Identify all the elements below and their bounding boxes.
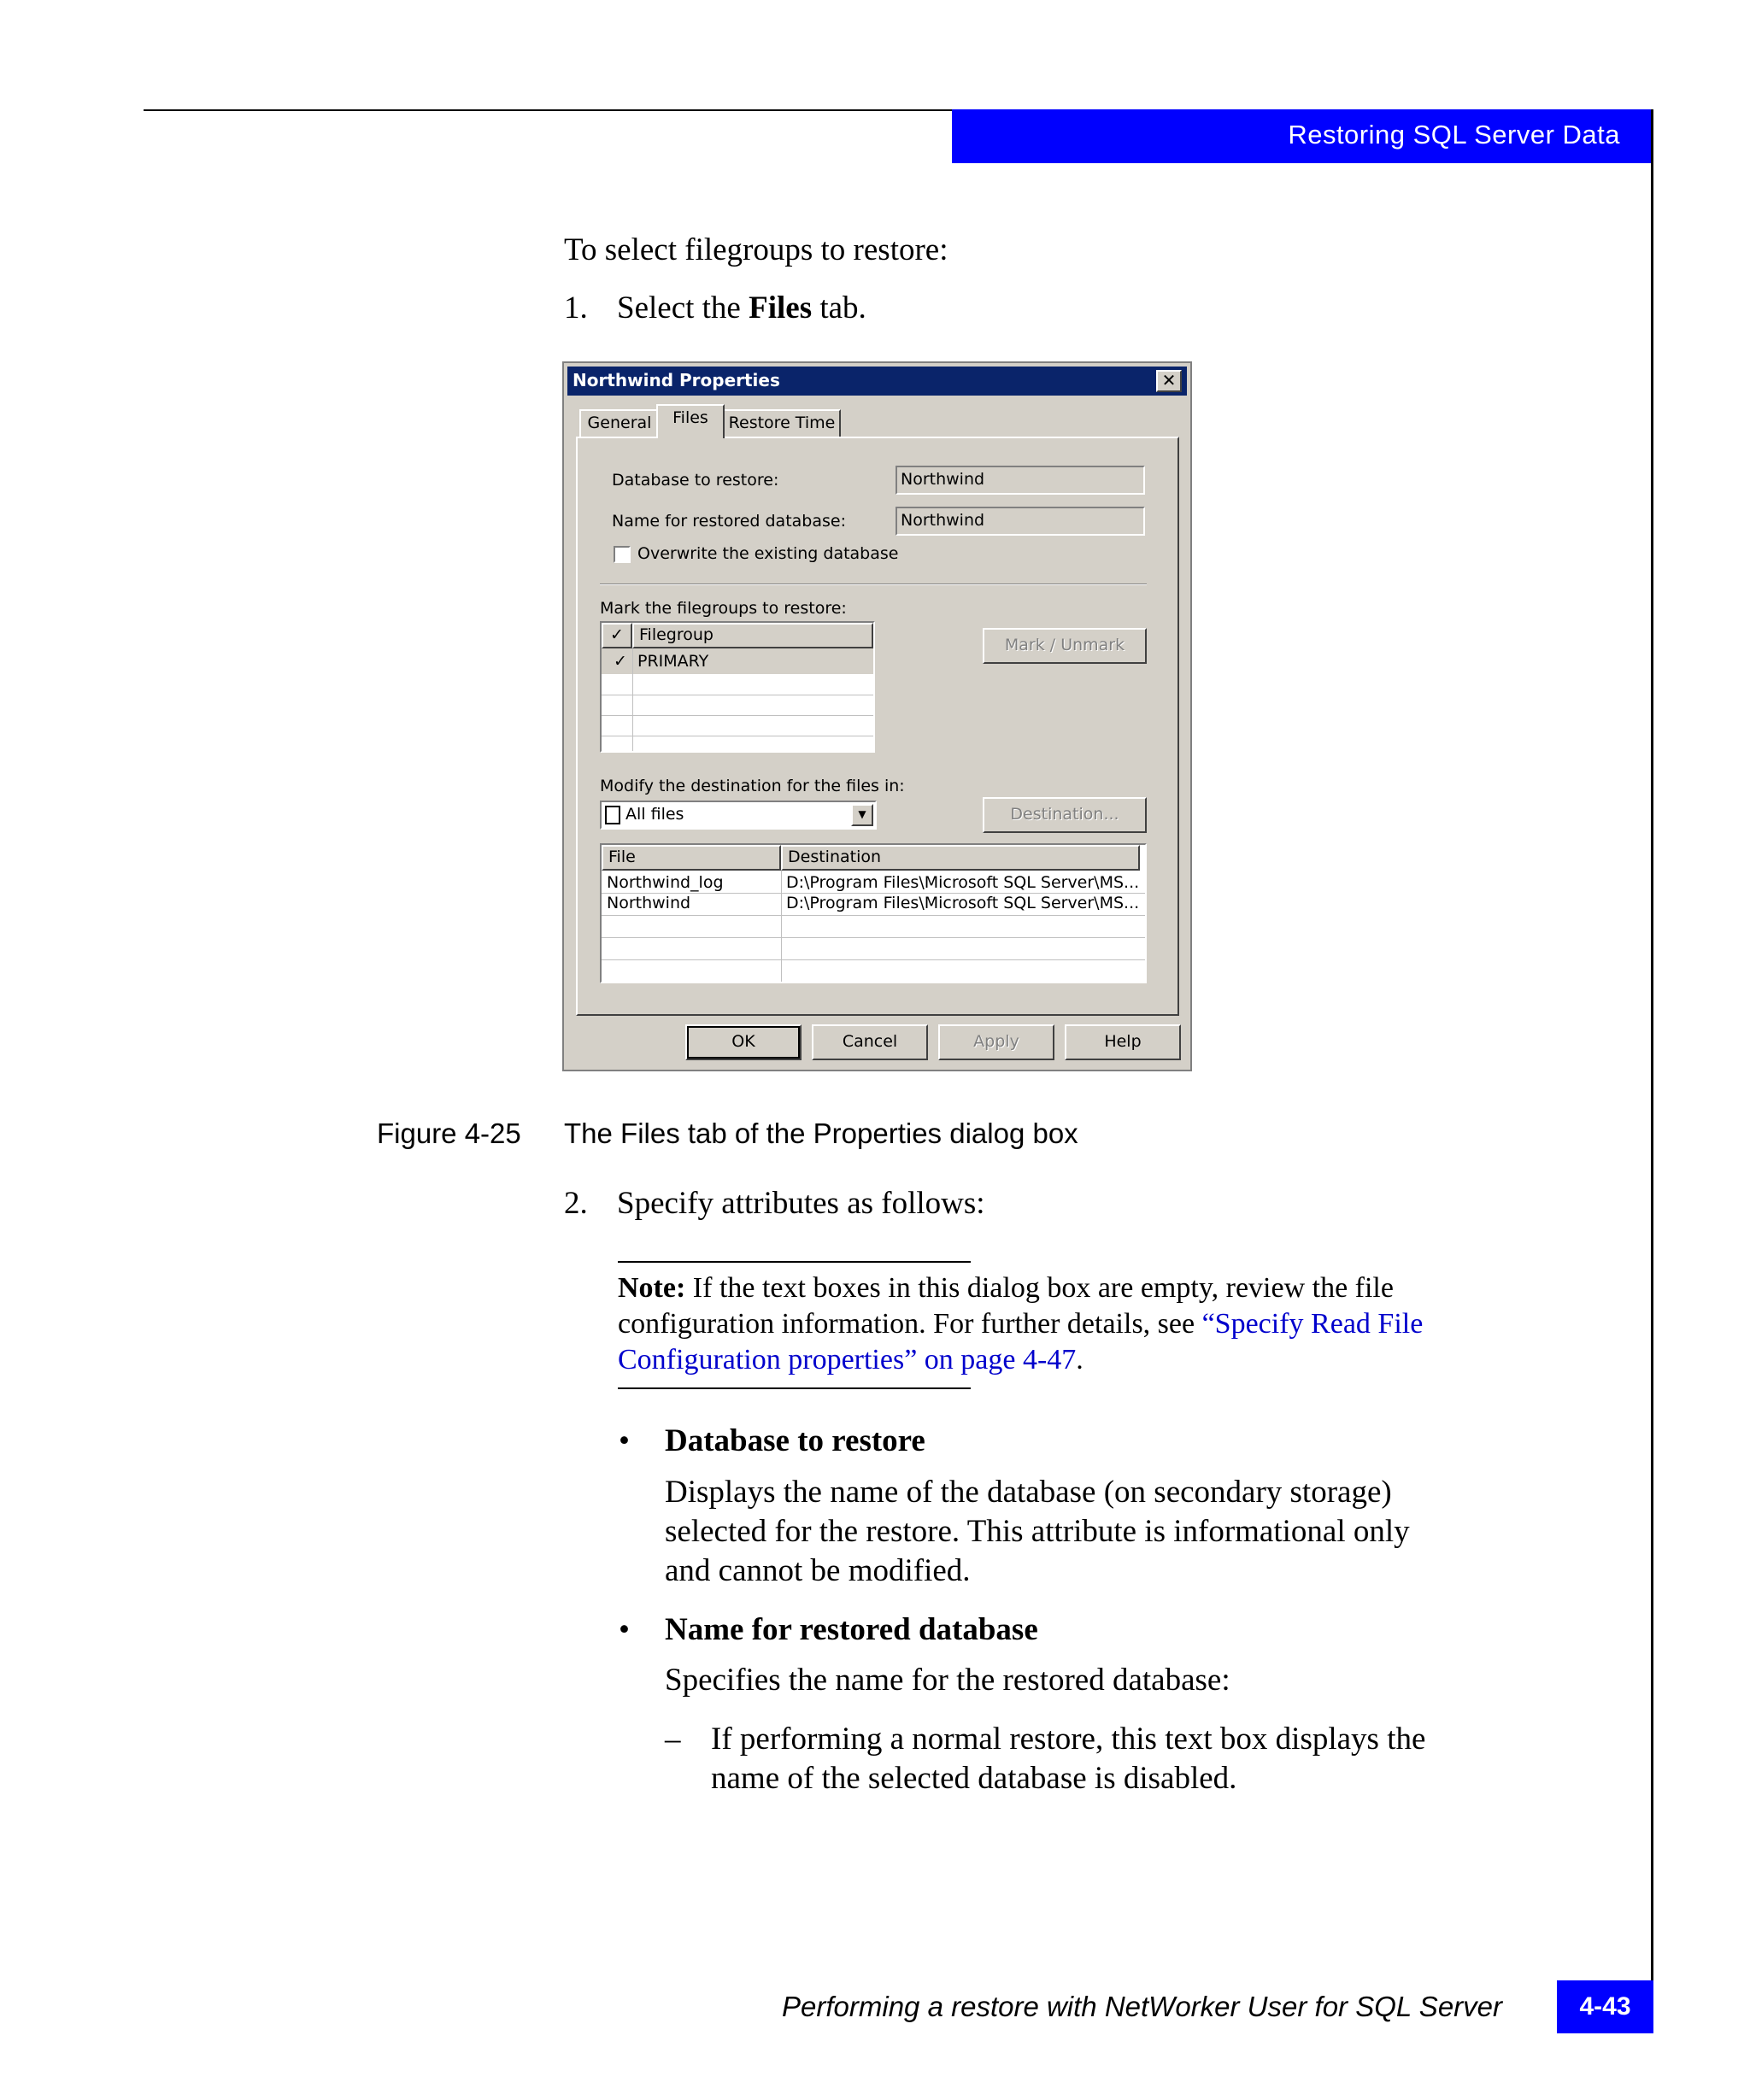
note-line-3: Configuration properties” on page 4-47. <box>618 1344 1083 1376</box>
ok-button[interactable]: OK <box>685 1024 802 1060</box>
running-footer: Performing a restore with NetWorker User for SQL Server <box>782 1991 1502 2022</box>
properties-dialog <box>562 361 1192 1071</box>
running-header: Restoring SQL Server Data <box>1288 120 1620 150</box>
note-link[interactable]: “Specify Read File <box>1201 1308 1424 1340</box>
bullet-icon: • <box>619 1423 630 1458</box>
restored-name-label: Name for restored database: <box>612 512 846 531</box>
tab-restore-time[interactable]: Restore Time <box>723 409 841 438</box>
dropdown-arrow-icon[interactable]: ▼ <box>851 804 873 826</box>
grid-line <box>781 871 782 983</box>
bullet-1-line-3: and cannot be modified. <box>665 1553 971 1588</box>
filegroup-header[interactable]: Filegroup <box>632 623 873 648</box>
grid-line <box>602 937 1145 938</box>
file-destination: D:\Program Files\Microsoft SQL Server\MS... <box>786 894 1140 912</box>
grid-line <box>602 893 1145 894</box>
overwrite-label: Overwrite the existing database <box>637 544 899 563</box>
file-column-header[interactable]: File <box>602 845 781 871</box>
files-grid <box>600 843 1147 983</box>
filegroup-row-primary[interactable] <box>602 648 873 674</box>
grid-line <box>602 959 1145 960</box>
tab-files[interactable]: Files <box>656 404 725 438</box>
dialog-titlebar <box>567 367 1187 396</box>
dash-marker: – <box>665 1722 681 1757</box>
separator <box>600 584 1147 585</box>
files-select-value: All files <box>625 805 684 824</box>
note-line-1: Note: If the text boxes in this dialog box are empty, review the file <box>618 1272 1394 1304</box>
destination-button[interactable]: Destination... <box>983 797 1147 833</box>
database-to-restore-label: Database to restore: <box>612 471 779 490</box>
note-line-2: configuration information. For further details, see “Specify Read File <box>618 1308 1424 1340</box>
filegroup-name: PRIMARY <box>637 652 709 671</box>
bullet-1-line-1: Displays the name of the database (on secondary storage) <box>665 1475 1392 1510</box>
modify-destination-label: Modify the destination for the files in: <box>600 777 905 795</box>
check-mark-icon[interactable]: ✓ <box>614 652 627 671</box>
dialog-title: Northwind Properties <box>573 370 780 390</box>
step-1-text: Select the Files tab. <box>617 290 866 326</box>
cancel-button[interactable]: Cancel <box>812 1024 928 1060</box>
filegroups-label: Mark the filegroups to restore: <box>600 599 847 618</box>
file-name: Northwind <box>607 894 691 912</box>
figure-number: Figure 4-25 <box>377 1117 521 1149</box>
right-margin-rule <box>1651 109 1653 2033</box>
dash-line-2: name of the selected database is disabled. <box>711 1761 1237 1796</box>
file-row[interactable] <box>602 893 1145 915</box>
file-name: Northwind_log <box>607 873 724 892</box>
bullet-2-title: Name for restored database <box>665 1612 1038 1647</box>
files-tab-panel <box>576 437 1179 1016</box>
page-number: 4-43 <box>1557 1980 1653 2033</box>
file-row[interactable] <box>602 871 1145 893</box>
bullet-1-title: Database to restore <box>665 1423 925 1458</box>
database-to-restore-field[interactable]: Northwind <box>896 466 1145 495</box>
grid-line <box>632 648 633 753</box>
mark-unmark-button[interactable]: Mark / Unmark <box>983 628 1147 664</box>
help-button[interactable]: Help <box>1065 1024 1181 1060</box>
bullet-icon: • <box>619 1612 630 1647</box>
close-button[interactable]: ✕ <box>1156 370 1182 392</box>
bullet-1-line-2: selected for the restore. This attribute is informational only <box>665 1514 1410 1549</box>
tab-general[interactable]: General <box>579 409 660 438</box>
grid-line <box>602 715 873 716</box>
note-bottom-rule <box>618 1387 971 1389</box>
figure-caption: The Files tab of the Properties dialog box <box>564 1117 1078 1149</box>
note-top-rule <box>618 1261 971 1263</box>
intro-text: To select filegroups to restore: <box>564 232 948 267</box>
filegroup-check-header[interactable]: ✓ <box>602 623 632 648</box>
grid-line <box>602 915 1145 916</box>
filegroups-grid <box>600 621 875 753</box>
files-select[interactable] <box>600 801 877 830</box>
step-2-text: Specify attributes as follows: <box>617 1186 985 1221</box>
file-destination: D:\Program Files\Microsoft SQL Server\MS... <box>786 873 1140 892</box>
restored-name-field[interactable]: Northwind <box>896 507 1145 536</box>
step-2-number: 2. <box>564 1186 588 1221</box>
apply-button[interactable]: Apply <box>938 1024 1054 1060</box>
step-1-number: 1. <box>564 290 588 326</box>
bullet-2-line-1: Specifies the name for the restored database: <box>665 1663 1230 1698</box>
destination-column-header[interactable]: Destination <box>781 845 1140 871</box>
overwrite-checkbox[interactable] <box>614 546 631 563</box>
file-icon <box>605 806 620 824</box>
note-link-continued[interactable]: Configuration properties” on page 4-47 <box>618 1344 1077 1376</box>
dash-line-1: If performing a normal restore, this text box displays the <box>711 1722 1426 1757</box>
